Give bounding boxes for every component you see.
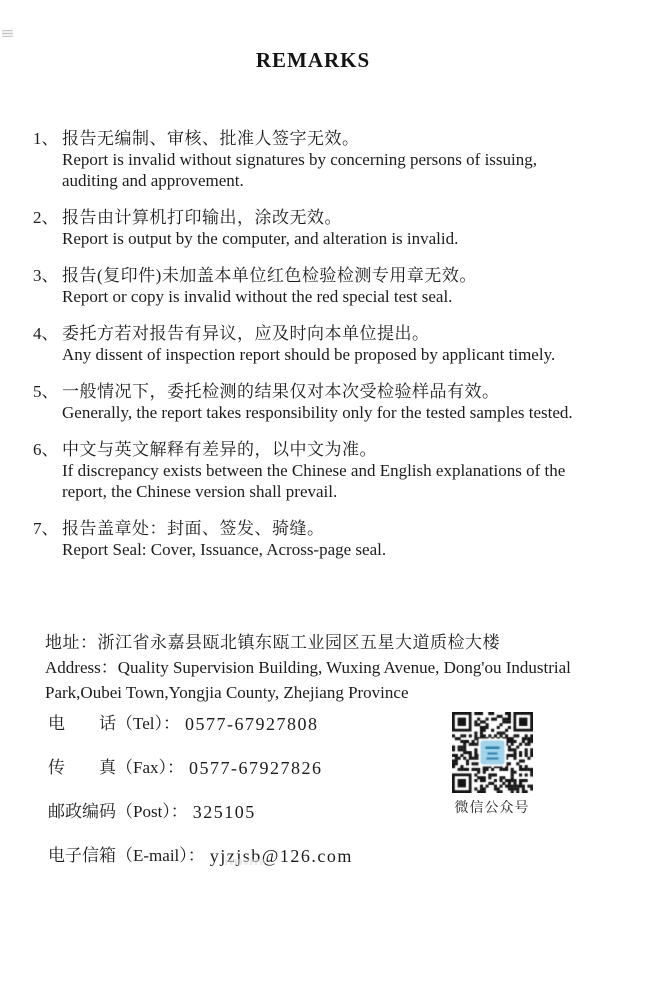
contact-row-post (48, 801, 654, 823)
page-title: REMARKS (255, 48, 371, 72)
remark-item-5 (33, 381, 634, 423)
remark-zh: 报告盖章处：封面、签发、骑缝。 (62, 519, 325, 538)
contact-label-en: （E-mail）： (116, 846, 205, 865)
wechat-qr-code (452, 712, 533, 793)
qr-caption: 微信公众号 (454, 801, 530, 816)
contact-label-zh: 电话 (48, 714, 116, 733)
remark-en: Report is invalid without signatures by concerning persons of issuing, (62, 150, 537, 169)
address-en: Address：Quality Supervision Building, Wuxing Avenue, Dong'ou Industrial (45, 658, 571, 677)
contact-row-fax (48, 757, 654, 779)
remark-zh: 委托方若对报告有异议，应及时向本单位提出。 (62, 324, 430, 343)
contact-row-email (48, 845, 654, 867)
remark-en: report, the Chinese version shall prevail. (62, 482, 338, 501)
remarks-list (0, 128, 654, 560)
contact-value-email: yjzjsb@126.com (209, 846, 353, 866)
contact-row-tel (48, 713, 654, 735)
qr-code-image (452, 712, 533, 793)
remark-item-6 (33, 439, 634, 502)
remark-number: 5、 (33, 382, 59, 401)
contact-value-post: 325105 (192, 802, 256, 822)
contact-label-zh: 邮政编码 (48, 802, 116, 821)
remark-en: Report or copy is invalid without the red special test seal. (62, 287, 453, 306)
remark-number: 2、 (33, 208, 59, 227)
remark-item-1 (33, 128, 634, 191)
remark-en: Any dissent of inspection report should be proposed by applicant timely. (62, 345, 556, 364)
remark-item-2 (33, 207, 634, 249)
remark-en: Generally, the report takes responsibility only for the tested samples tested. (62, 403, 573, 422)
remark-zh: 报告(复印件)未加盖本单位红色检验检测专用章无效。 (62, 266, 477, 285)
remark-item-4 (33, 323, 634, 365)
remark-en: Report Seal: Cover, Issuance, Across-page seal. (62, 540, 387, 559)
address-zh: 地址：浙江省永嘉县瓯北镇东瓯工业园区五星大道质检大楼 (45, 633, 500, 652)
contact-label-en: （Post）： (116, 802, 188, 821)
remark-item-7 (33, 518, 634, 560)
scan-artifact-bottom (225, 859, 265, 865)
contact-label-zh: 传真 (48, 758, 116, 777)
contacts-block (48, 713, 654, 867)
remark-number: 6、 (33, 440, 59, 459)
address-block (45, 630, 634, 705)
contact-label-zh: 电子信箱 (48, 846, 116, 865)
remark-en: auditing and approvement. (62, 171, 244, 190)
remark-en: If discrepancy exists between the Chinese and English explanations of the (62, 461, 566, 480)
remark-en: Report is output by the computer, and alteration is invalid. (62, 229, 459, 248)
remark-number: 3、 (33, 266, 59, 285)
remark-item-3 (33, 265, 634, 307)
contact-label-en: （Fax）： (116, 758, 184, 777)
contact-label-en: （Tel）： (116, 714, 180, 733)
remark-zh: 中文与英文解释有差异的，以中文为准。 (62, 440, 377, 459)
remark-number: 7、 (33, 519, 59, 538)
remark-zh: 报告由计算机打印输出，涂改无效。 (62, 208, 342, 227)
remark-number: 1、 (33, 129, 59, 148)
contact-value-fax: 0577-67927826 (189, 758, 323, 778)
remark-number: 4、 (33, 324, 59, 343)
remark-zh: 报告无编制、审核、批准人签字无效。 (62, 129, 360, 148)
address-en: Park,Oubei Town,Yongjia County, Zhejiang Province (45, 683, 409, 702)
remark-zh: 一般情况下，委托检测的结果仅对本次受检验样品有效。 (62, 382, 500, 401)
scan-artifact-top-left (2, 30, 13, 38)
contact-value-tel: 0577-67927808 (184, 714, 319, 734)
